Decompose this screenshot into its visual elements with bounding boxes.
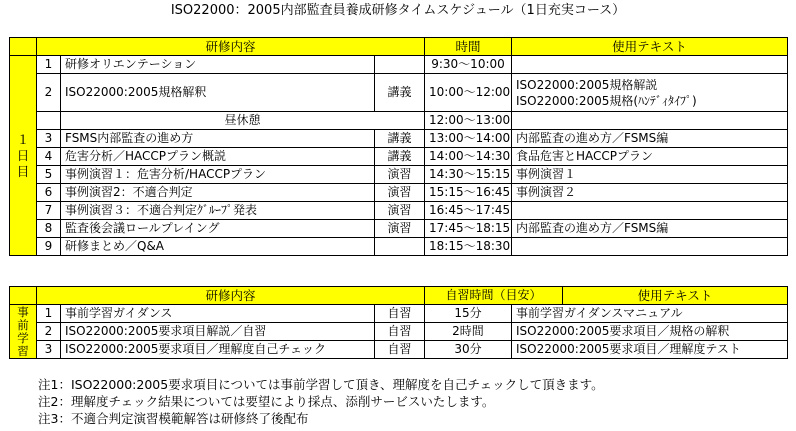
row-type: 講義 (375, 130, 425, 148)
row-text (512, 202, 788, 220)
day-side-label-text: １日目 (16, 131, 30, 179)
table-row (10, 74, 788, 112)
row-content: 事例演習１：危害分析/HACCPプラン (61, 166, 375, 184)
page-title: ISO22000：2005内部監査員養成研修タイムスケジュール（1日充実コース） (170, 3, 626, 18)
row-content: FSMS内部監査の進め方 (61, 130, 375, 148)
prestudy-side-label-text: 事前学習 (17, 304, 29, 358)
row-content: ISO22000:2005要求項目／理解度自己チェック (61, 341, 375, 359)
table-row (10, 56, 788, 74)
row-type: 講義 (375, 74, 425, 112)
row-text-line-1: ISO22000:2005規格解説 (516, 77, 658, 92)
notes (38, 376, 604, 427)
header-text: 使用テキスト (512, 38, 788, 56)
table-row (10, 202, 788, 220)
table-row (10, 148, 788, 166)
row-type: 演習 (375, 202, 425, 220)
row-text: ISO22000:2005要求項目／規格の解釈 (512, 323, 788, 341)
row-text: 内部監査の進め方／FSMS編 (512, 220, 788, 238)
row-type: 演習 (375, 220, 425, 238)
row-time: 17:45～18:15 (425, 220, 512, 238)
row-time: 18:15～18:30 (425, 238, 512, 256)
row-time: 10:00～12:00 (425, 74, 512, 112)
prestudy-header-row (10, 287, 788, 305)
row-content: 監査後会議ロールプレイング (61, 220, 375, 238)
row-number: 1 (37, 305, 61, 323)
header-blank (10, 38, 37, 56)
header-time: 自習時間（目安） (425, 287, 563, 304)
row-type: 自習 (375, 323, 425, 341)
row-text: 食品危害とHACCPプラン (512, 148, 788, 166)
table-row (10, 184, 788, 202)
row-text-line-2: ISO22000:2005規格(ﾊﾝﾃﾞｨﾀｲﾌﾟ) (516, 93, 697, 108)
row-content: 事前学習ガイダンス (61, 305, 375, 323)
row-text: 事前学習ガイダンスマニュアル (512, 305, 788, 323)
row-number: 6 (37, 184, 61, 202)
row-text (512, 238, 788, 256)
row-number: 2 (37, 323, 61, 341)
row-time: 13:00～14:00 (425, 130, 512, 148)
row-type: 演習 (375, 184, 425, 202)
row-content: 研修オリエンテーション (61, 56, 375, 74)
row-content: ISO22000:2005要求項目解説／自習 (61, 323, 375, 341)
row-time: 14:00～14:30 (425, 148, 512, 166)
row-time: 16:45～17:45 (425, 202, 512, 220)
row-number: 9 (37, 238, 61, 256)
row-type: 自習 (375, 341, 425, 359)
row-content: ISO22000:2005規格解釈 (61, 74, 375, 112)
row-time: 9:30～10:00 (425, 56, 512, 74)
row-content-break: 昼休憩 (61, 112, 425, 130)
row-type: 演習 (375, 166, 425, 184)
table-row (10, 323, 788, 341)
row-number: 3 (37, 341, 61, 359)
row-number: 8 (37, 220, 61, 238)
row-time: 14:30～15:15 (425, 166, 512, 184)
row-time: 30分 (425, 341, 512, 359)
header-text: 使用テキスト (637, 288, 713, 303)
header-blank (10, 287, 37, 305)
row-content: 危害分析／HACCPプラン概説 (61, 148, 375, 166)
note-1: 注1：ISO22000:2005要求項目については事前学習して頂き、理解度を自己チェックして頂きます。 (38, 377, 604, 392)
header-content: 研修内容 (37, 38, 425, 56)
schedule-table (9, 37, 788, 256)
row-content: 事例演習３：不適合判定ｸﾞﾙｰﾌﾟ発表 (61, 202, 375, 220)
row-number: 4 (37, 148, 61, 166)
day-side-label (10, 56, 37, 256)
row-time: 2時間 (425, 323, 512, 341)
note-3: 注3：不適合判定演習模範解答は研修終了後配布 (38, 411, 309, 426)
header-time-text (425, 287, 788, 305)
table-row (10, 220, 788, 238)
prestudy-side-label (10, 305, 37, 359)
row-time: 12:00～13:00 (425, 112, 512, 130)
table-row (10, 166, 788, 184)
row-number (37, 112, 61, 130)
row-text (512, 74, 788, 112)
row-content: 研修まとめ／Q&A (61, 238, 375, 256)
row-text: 事例演習２ (512, 184, 788, 202)
row-number: 7 (37, 202, 61, 220)
row-text: 事例演習１ (512, 166, 788, 184)
row-number: 1 (37, 56, 61, 74)
row-type: 自習 (375, 305, 425, 323)
row-number: 3 (37, 130, 61, 148)
header-time: 時間 (425, 38, 512, 56)
note-2: 注2：理解度チェック結果については要望により採点、添削サービスいたします。 (38, 394, 495, 409)
row-number: 2 (37, 74, 61, 112)
row-time: 15:15～16:45 (425, 184, 512, 202)
schedule-header-row (10, 38, 788, 56)
row-text (512, 56, 788, 74)
row-content: 事例演習2：不適合判定 (61, 184, 375, 202)
row-text (512, 112, 788, 130)
prestudy-table (9, 286, 788, 359)
row-type (375, 56, 425, 74)
row-text: ISO22000:2005要求項目／理解度テスト (512, 341, 788, 359)
table-row (10, 341, 788, 359)
row-type: 講義 (375, 148, 425, 166)
row-type (375, 238, 425, 256)
table-row (10, 305, 788, 323)
table-row (10, 130, 788, 148)
row-number: 5 (37, 166, 61, 184)
row-text: 内部監査の進め方／FSMS編 (512, 130, 788, 148)
table-row (10, 238, 788, 256)
row-time: 15分 (425, 305, 512, 323)
header-content: 研修内容 (37, 287, 425, 305)
table-row-break (10, 112, 788, 130)
